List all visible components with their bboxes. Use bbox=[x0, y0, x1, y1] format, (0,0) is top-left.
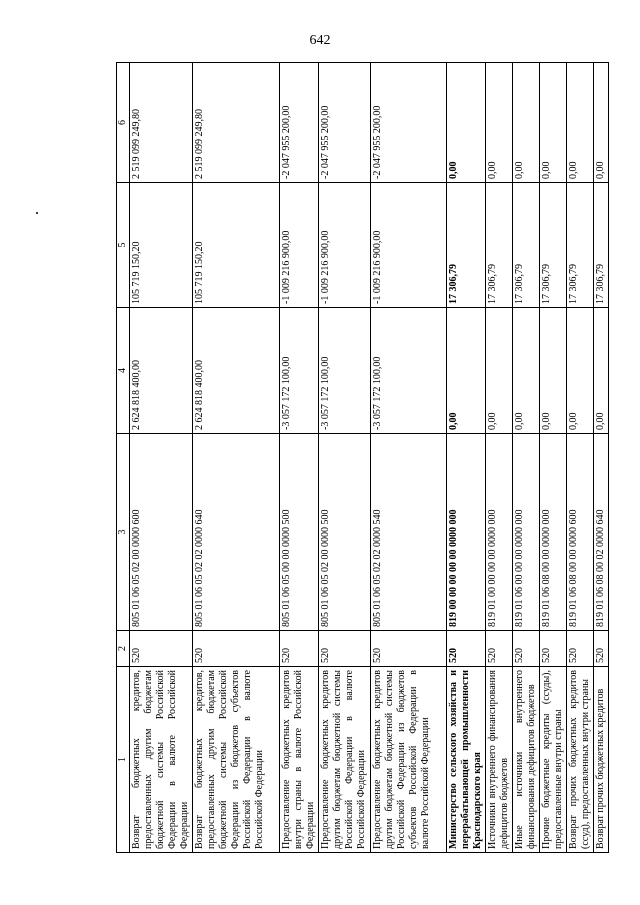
row-name-cell: Прочие бюджетные кредиты (ссуды), предоставленные внутри страны bbox=[540, 667, 567, 853]
row-col5-cell: 17 306,79 bbox=[447, 183, 486, 308]
row-col4-cell: 0,00 bbox=[567, 308, 594, 434]
row-col4-cell: -3 057 172 100,00 bbox=[371, 308, 447, 434]
row-code-cell: 520 bbox=[130, 631, 193, 667]
row-col4-cell: 0,00 bbox=[594, 308, 609, 434]
row-kbk-cell: 819 01 06 08 00 02 0000 640 bbox=[594, 434, 609, 631]
row-col4-cell: 0,00 bbox=[513, 308, 540, 434]
row-col4-cell: -3 057 172 100,00 bbox=[280, 308, 319, 434]
row-col5-cell: -1 009 216 900,00 bbox=[319, 183, 371, 308]
row-kbk-cell: 805 01 06 05 02 02 0000 640 bbox=[193, 434, 280, 631]
header-col-3: 3 bbox=[117, 434, 130, 631]
row-name-cell: Предоставление бюджетных кредитов другим бюджетам бюджетной системы Российской Федерации из бюджетов субъектов Российской Федерации в валюте Российской Федерации bbox=[371, 667, 447, 853]
table-row bbox=[567, 63, 594, 853]
row-kbk-cell: 805 01 06 05 00 00 0000 500 bbox=[280, 434, 319, 631]
row-code-cell: 520 bbox=[540, 631, 567, 667]
table-row bbox=[319, 63, 371, 853]
row-kbk-cell: 819 01 00 00 00 00 0000 000 bbox=[486, 434, 513, 631]
row-col4-cell: 2 624 818 400,00 bbox=[193, 308, 280, 434]
row-col6-cell: 0,00 bbox=[540, 63, 567, 183]
scan-speck bbox=[36, 212, 38, 214]
table-row bbox=[371, 63, 447, 853]
row-col5-cell: 17 306,79 bbox=[540, 183, 567, 308]
row-kbk-cell: 819 01 06 08 00 00 0000 600 bbox=[567, 434, 594, 631]
table-row bbox=[513, 63, 540, 853]
row-col4-cell: 0,00 bbox=[540, 308, 567, 434]
header-col-5: 5 bbox=[117, 183, 130, 308]
page-number: 642 bbox=[309, 33, 331, 48]
row-col6-cell: 2 519 099 249,80 bbox=[193, 63, 280, 183]
row-code-cell: 520 bbox=[567, 631, 594, 667]
table-body bbox=[130, 63, 609, 853]
row-name-cell: Предоставление бюджетных кредитов другим бюджетам бюджетной системы Российской Федерации в валюте Российской Федерации bbox=[319, 667, 371, 853]
header-col-1: 1 bbox=[117, 667, 130, 853]
row-name-cell: Иные источники внутреннего финансирования дефицитов бюджетов bbox=[513, 667, 540, 853]
table-row bbox=[193, 63, 280, 853]
row-code-cell: 520 bbox=[319, 631, 371, 667]
header-col-6: 6 bbox=[117, 63, 130, 183]
rotated-table-container bbox=[116, 63, 604, 853]
rotated-table-area bbox=[116, 63, 604, 853]
row-kbk-cell: 819 01 06 08 00 00 0000 000 bbox=[540, 434, 567, 631]
row-kbk-cell: 819 01 06 00 00 00 0000 000 bbox=[513, 434, 540, 631]
row-col6-cell: 0,00 bbox=[486, 63, 513, 183]
row-col5-cell: 17 306,79 bbox=[513, 183, 540, 308]
budget-sources-table bbox=[116, 62, 609, 853]
row-code-cell: 520 bbox=[193, 631, 280, 667]
row-kbk-cell: 805 01 06 05 02 00 0000 600 bbox=[130, 434, 193, 631]
row-col5-cell: -1 009 216 900,00 bbox=[371, 183, 447, 308]
row-name-cell: Предоставление бюджетных кредитов внутри страны в валюте Российской Федерации bbox=[280, 667, 319, 853]
row-col5-cell: 17 306,79 bbox=[594, 183, 609, 308]
header-col-2: 2 bbox=[117, 631, 130, 667]
table-row bbox=[280, 63, 319, 853]
row-kbk-cell: 805 01 06 05 02 02 0000 540 bbox=[371, 434, 447, 631]
row-kbk-cell: 819 00 00 00 00 00 0000 000 bbox=[447, 434, 486, 631]
header-row bbox=[117, 63, 130, 853]
table-row bbox=[594, 63, 609, 853]
row-name-cell: Министерство сельского хозяйства и перерабатывающей промышленности Краснодарского края bbox=[447, 667, 486, 853]
row-col5-cell: 105 719 150,20 bbox=[193, 183, 280, 308]
row-name-cell: Возврат бюджетных кредитов, предоставленных другим бюджетам бюджетной системы Российской Федерации в валюте Российской Федерации bbox=[130, 667, 193, 853]
row-code-cell: 520 bbox=[594, 631, 609, 667]
row-name-cell: Возврат бюджетных кредитов, предоставленных другим бюджетам бюджетной системы Российской Федерации из бюджетов субъектов Российской Федерации в валюте Российской Федерации bbox=[193, 667, 280, 853]
row-col6-cell: -2 047 955 200,00 bbox=[319, 63, 371, 183]
row-col4-cell: 0,00 bbox=[447, 308, 486, 434]
row-name-cell: Возврат прочих бюджетных кредитов (ссуд), предоставленных внутри страны bbox=[567, 667, 594, 853]
row-col5-cell: 17 306,79 bbox=[567, 183, 594, 308]
row-code-cell: 520 bbox=[371, 631, 447, 667]
row-col6-cell: 0,00 bbox=[447, 63, 486, 183]
row-col4-cell: 2 624 818 400,00 bbox=[130, 308, 193, 434]
row-col4-cell: -3 057 172 100,00 bbox=[319, 308, 371, 434]
table-row bbox=[130, 63, 193, 853]
row-kbk-cell: 805 01 06 05 02 00 0000 500 bbox=[319, 434, 371, 631]
row-col6-cell: 0,00 bbox=[594, 63, 609, 183]
row-code-cell: 520 bbox=[486, 631, 513, 667]
row-col5-cell: 105 719 150,20 bbox=[130, 183, 193, 308]
row-code-cell: 520 bbox=[280, 631, 319, 667]
row-col4-cell: 0,00 bbox=[486, 308, 513, 434]
row-col5-cell: -1 009 216 900,00 bbox=[280, 183, 319, 308]
header-col-4: 4 bbox=[117, 308, 130, 434]
row-col6-cell: 2 519 099 249,80 bbox=[130, 63, 193, 183]
row-code-cell: 520 bbox=[447, 631, 486, 667]
table-row bbox=[540, 63, 567, 853]
row-col6-cell: -2 047 955 200,00 bbox=[280, 63, 319, 183]
row-col6-cell: 0,00 bbox=[513, 63, 540, 183]
row-name-cell: Источники внутреннего финансирования дефицитов бюджетов bbox=[486, 667, 513, 853]
row-col6-cell: -2 047 955 200,00 bbox=[371, 63, 447, 183]
row-code-cell: 520 bbox=[513, 631, 540, 667]
table-row bbox=[447, 63, 486, 853]
table-row bbox=[486, 63, 513, 853]
row-name-cell: Возврат прочих бюджетных кредитов bbox=[594, 667, 609, 853]
row-col6-cell: 0,00 bbox=[567, 63, 594, 183]
row-col5-cell: 17 306,79 bbox=[486, 183, 513, 308]
